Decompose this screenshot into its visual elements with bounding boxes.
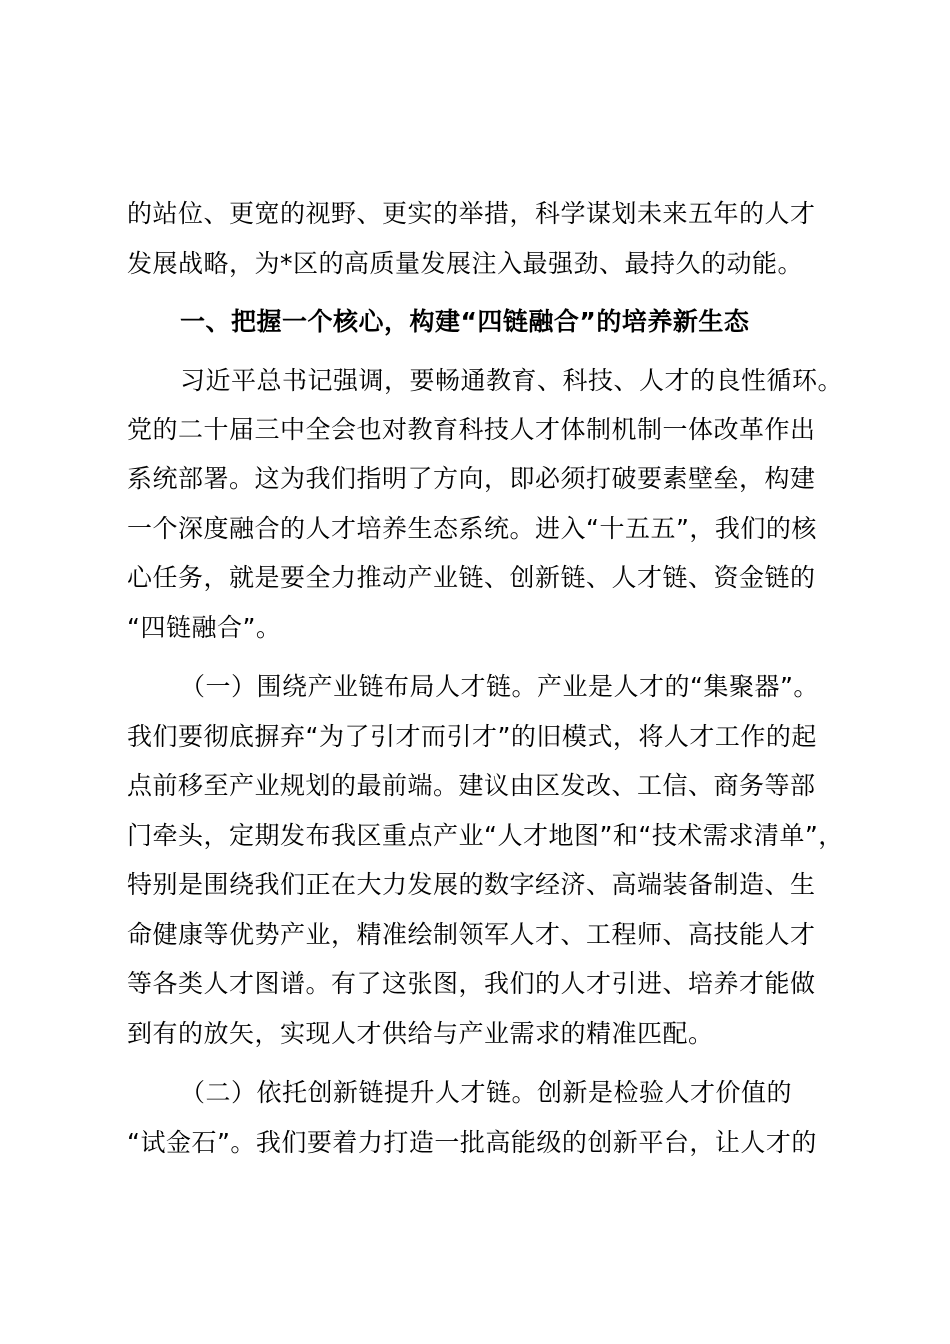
paragraph-line: “四链融合”。 xyxy=(127,613,282,642)
paragraph-line: 习近平总书记强调，要畅通教育、科技、人才的良性循环。 xyxy=(180,366,844,395)
paragraph-line: 心任务，就是要全力推动产业链、创新链、人才链、资金链的 xyxy=(127,563,816,592)
paragraph-line: “试金石”。我们要着力打造一批高能级的创新平台，让人才的 xyxy=(127,1128,817,1157)
paragraph-line: 等各类人才图谱。有了这张图，我们的人才引进、培养才能做 xyxy=(127,969,816,998)
paragraph-line: 系统部署。这为我们指明了方向，即必须打破要素壁垒，构建 xyxy=(127,464,816,493)
subsection-line: （二）依托创新链提升人才链。创新是检验人才价值的 xyxy=(180,1078,793,1107)
section-heading: 一、把握一个核心，构建“四链融合”的培养新生态 xyxy=(180,307,750,336)
paragraph-line: 一个深度融合的人才培养生态系统。进入“十五五”，我们的核 xyxy=(127,514,817,543)
paragraph-line: 我们要彻底摒弃“为了引才而引才”的旧模式，将人才工作的起 xyxy=(127,722,817,751)
paragraph-line: 门牵头，定期发布我区重点产业“人才地图”和“技术需求清单”， xyxy=(127,821,844,850)
paragraph-line: 命健康等优势产业，精准绘制领军人才、工程师、高技能人才 xyxy=(127,920,816,949)
paragraph-line: 特别是围绕我们正在大力发展的数字经济、高端装备制造、生 xyxy=(127,870,816,899)
paragraph-line: 发展战略，为*区的高质量发展注入最强劲、最持久的动能。 xyxy=(127,249,804,278)
paragraph-line: 党的二十届三中全会也对教育科技人才体制机制一体改革作出 xyxy=(127,415,816,444)
paragraph-line: 到有的放矢，实现人才供给与产业需求的精准匹配。 xyxy=(127,1019,714,1048)
paragraph-line: 点前移至产业规划的最前端。建议由区发改、工信、商务等部 xyxy=(127,771,816,800)
subsection-line: （一）围绕产业链布局人才链。产业是人才的“集聚器”。 xyxy=(180,672,819,701)
paragraph-line: 的站位、更宽的视野、更实的举措，科学谋划未来五年的人才 xyxy=(127,199,816,228)
